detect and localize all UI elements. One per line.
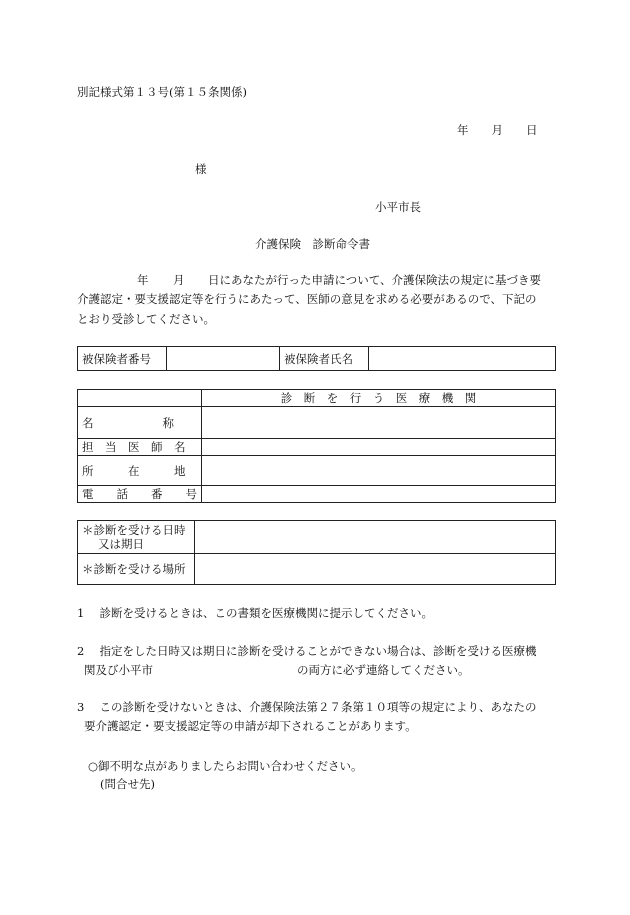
- note-2-line2a: 関及び小平市: [84, 663, 153, 677]
- address-label: 所 在 地: [78, 456, 202, 486]
- exam-place-label: ＊診断を受ける場所: [78, 554, 195, 585]
- note-3-line2: 要介護認定・要支援認定等の申請が却下されることがあります。: [84, 719, 417, 733]
- note-2-line2b: の両方に必ず連絡してください。: [297, 663, 470, 677]
- issuer: 小平市長: [375, 200, 421, 214]
- contact-inquiry: (問合せ先): [100, 777, 155, 791]
- intro-year: 年: [137, 273, 149, 287]
- phone-field[interactable]: [202, 486, 556, 503]
- insured-number-label: 被保険者番号: [78, 347, 167, 371]
- doctor-name-field[interactable]: [202, 439, 556, 456]
- exam-table: [77, 520, 556, 585]
- insured-number-field[interactable]: [167, 347, 280, 371]
- insured-name-label: 被保険者氏名: [280, 347, 369, 371]
- form-number: 別記様式第１３号(第１５条関係): [77, 85, 247, 99]
- exam-datetime-label-line1: ＊診断を受ける日時: [82, 523, 186, 537]
- exam-datetime-field[interactable]: [195, 521, 556, 554]
- contact-question: ○御不明な点がありましたらお問い合わせください。: [88, 759, 363, 773]
- exam-datetime-label-line2: 又は期日: [98, 537, 144, 551]
- note-3-line1: 3 この診断を受けないときは、介護保険法第２７条第１０項等の規定により、あなたの: [77, 700, 537, 714]
- insured-name-field[interactable]: [369, 347, 556, 371]
- intro-line1: 日にあなたが行った申請について、介護保険法の規定に基づき要: [208, 273, 542, 287]
- facility-name-label: 名 称: [78, 407, 202, 439]
- exam-datetime-label: [78, 521, 195, 554]
- intro-month: 月: [173, 273, 185, 287]
- facility-name-field[interactable]: [202, 407, 556, 439]
- facility-header: 診 断 を 行 う 医 療 機 関: [202, 390, 556, 407]
- address-field[interactable]: [202, 456, 556, 486]
- date-line: 年 月 日: [457, 123, 538, 137]
- insured-table: [77, 346, 556, 371]
- phone-label: 電 話 番 号: [78, 486, 202, 503]
- intro-line3: とおり受診してください。: [77, 312, 215, 326]
- document-title: 介護保険 診断命令書: [255, 237, 370, 251]
- facility-table: [77, 389, 556, 503]
- facility-header-blank: [78, 390, 202, 407]
- note-2-line1: 2 指定をした日時又は期日に診断を受けることができない場合は、診断を受ける医療機: [77, 644, 537, 658]
- addressee-suffix: 様: [195, 162, 207, 176]
- doctor-name-label: 担 当 医 師 名: [78, 439, 202, 456]
- intro-line2: 介護認定・要支援認定等を行うにあたって、医師の意見を求める必要があるので、下記の: [77, 292, 537, 306]
- note-1: 1 診断を受けるときは、この書類を医療機関に提示してください。: [77, 606, 433, 620]
- exam-place-field[interactable]: [195, 554, 556, 585]
